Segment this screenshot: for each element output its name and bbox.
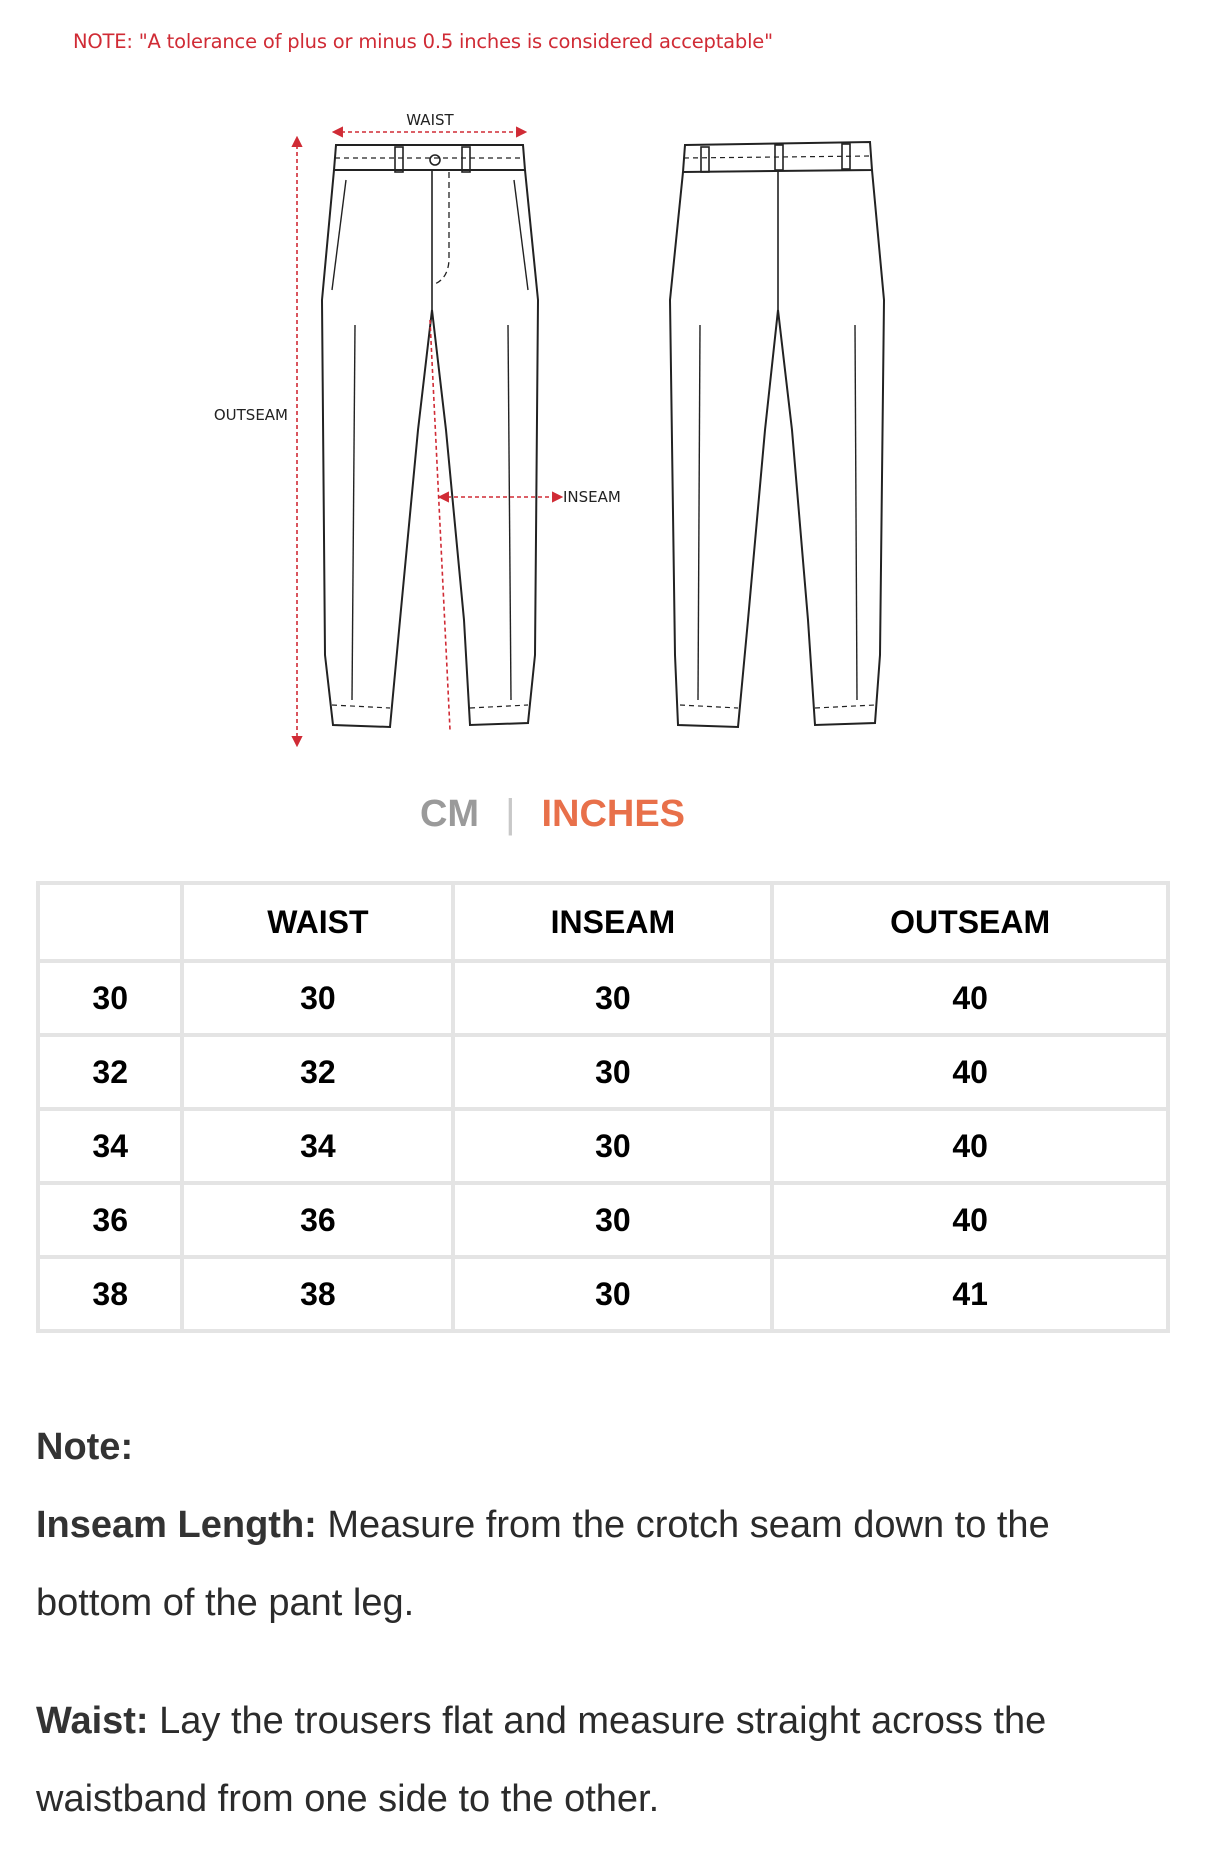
header-inseam: INSEAM — [453, 883, 772, 961]
table-row — [38, 1183, 1168, 1257]
size-cell: 38 — [38, 1257, 182, 1331]
outseam-cell: 40 — [772, 961, 1168, 1035]
table-row — [38, 961, 1168, 1035]
outseam-cell: 41 — [772, 1257, 1168, 1331]
waist-cell: 34 — [182, 1109, 453, 1183]
size-cell: 34 — [38, 1109, 182, 1183]
pants-diagram-svg — [0, 100, 1210, 760]
back-pants-drawing — [670, 142, 884, 727]
waist-cell: 38 — [182, 1257, 453, 1331]
outseam-cell: 40 — [772, 1035, 1168, 1109]
outseam-diagram-label: OUTSEAM — [213, 406, 288, 424]
inseam-cell: 30 — [453, 1183, 772, 1257]
inseam-note-term: Inseam Length: — [36, 1504, 317, 1546]
tolerance-note: NOTE: "A tolerance of plus or minus 0.5 inches is considered acceptable" — [73, 30, 773, 53]
inseam-cell: 30 — [453, 1257, 772, 1331]
waist-diagram-label: WAIST — [406, 111, 454, 129]
size-cell: 36 — [38, 1183, 182, 1257]
inseam-cell: 30 — [453, 1035, 772, 1109]
size-chart-table — [36, 881, 1170, 1333]
size-cell: 32 — [38, 1035, 182, 1109]
header-waist: WAIST — [182, 883, 453, 961]
table-row — [38, 1109, 1168, 1183]
waist-cell: 36 — [182, 1183, 453, 1257]
inseam-note-text: Measure from the crotch seam down to the bottom of the pant leg. — [36, 1504, 1050, 1624]
inseam-diagram-label: INSEAM — [563, 488, 621, 506]
header-size — [38, 883, 182, 961]
waist-cell: 30 — [182, 961, 453, 1035]
waist-note — [36, 1682, 1176, 1838]
outseam-cell: 40 — [772, 1183, 1168, 1257]
front-pants-drawing — [322, 145, 538, 727]
inseam-cell: 30 — [453, 1109, 772, 1183]
measurement-notes — [36, 1408, 1176, 1838]
table-header-row — [38, 883, 1168, 961]
pants-measurement-diagram — [0, 100, 1210, 760]
inseam-note — [36, 1486, 1176, 1642]
waist-note-term: Waist: — [36, 1700, 149, 1742]
waist-cell: 32 — [182, 1035, 453, 1109]
unit-toggle — [0, 792, 1210, 837]
unit-separator: | — [505, 792, 516, 836]
outseam-cell: 40 — [772, 1109, 1168, 1183]
size-cell: 30 — [38, 961, 182, 1035]
inseam-cell: 30 — [453, 961, 772, 1035]
inches-unit-tab[interactable]: INCHES — [541, 793, 686, 835]
table-row — [38, 1257, 1168, 1331]
waist-note-text: Lay the trousers flat and measure straight across the waistband from one side to the other. — [36, 1700, 1047, 1820]
table-row — [38, 1035, 1168, 1109]
notes-heading: Note: — [36, 1426, 134, 1468]
header-outseam: OUTSEAM — [772, 883, 1168, 961]
cm-unit-tab[interactable]: CM — [419, 793, 480, 835]
